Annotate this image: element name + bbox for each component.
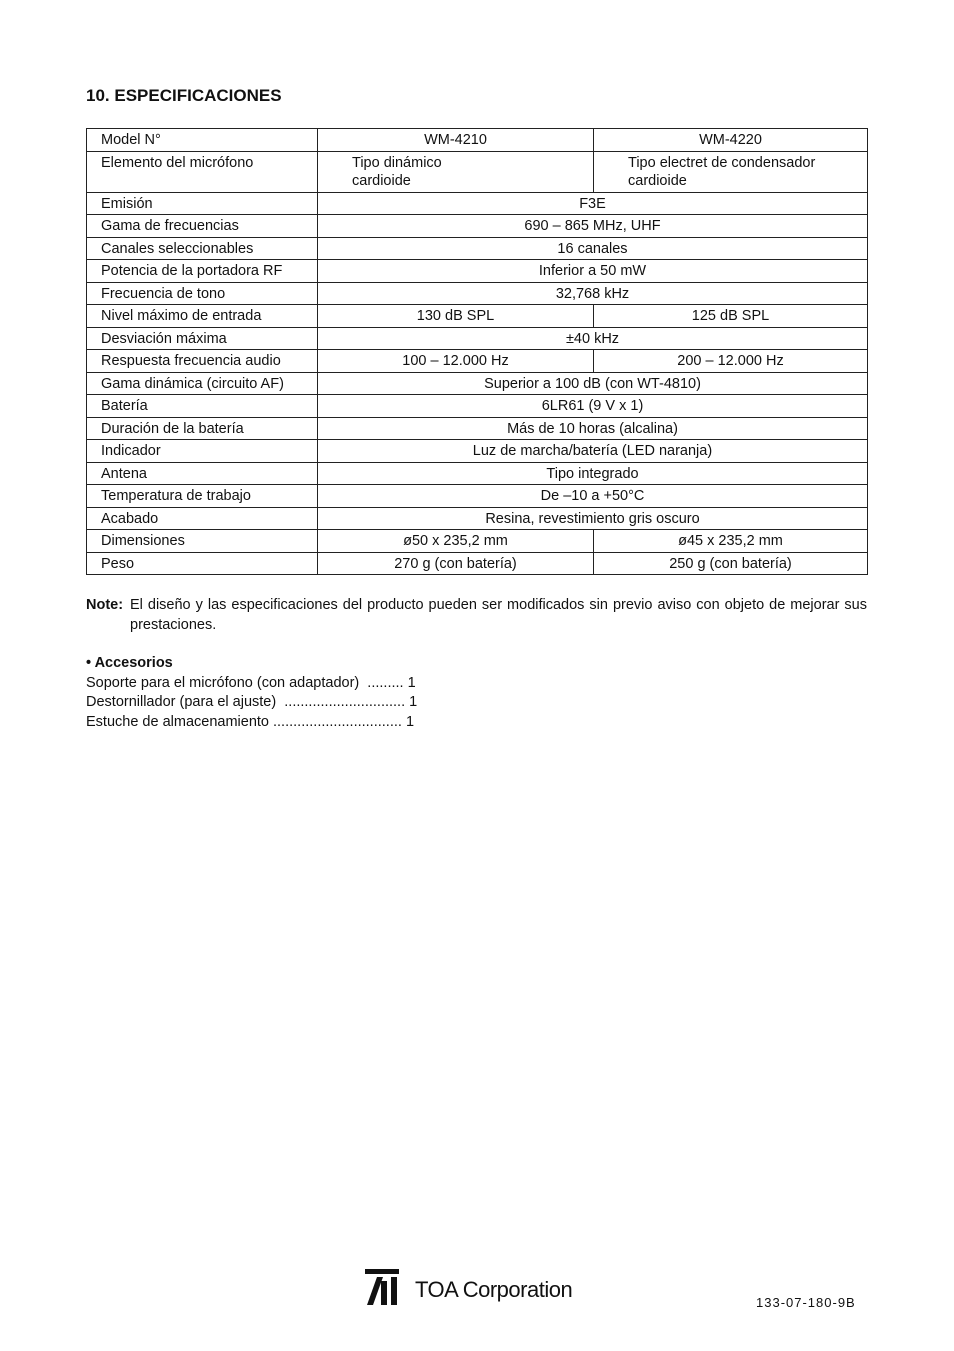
row-value: Resina, revestimiento gris oscuro	[318, 507, 868, 530]
row-label: Gama de frecuencias	[87, 215, 318, 238]
specifications-table	[86, 128, 868, 575]
table-row	[87, 395, 868, 418]
table-row	[87, 462, 868, 485]
row-value: Superior a 100 dB (con WT-4810)	[318, 372, 868, 395]
table-row	[87, 192, 868, 215]
row-label: Canales seleccionables	[87, 237, 318, 260]
list-item: Soporte para el micrófono (con adaptador) ......... 1	[86, 674, 416, 691]
row-value: Luz de marcha/batería (LED naranja)	[318, 440, 868, 463]
note-text: El diseño y las especificaciones del producto pueden ser modificados sin previo aviso con objeto de mejorar sus prestaciones.	[130, 597, 867, 633]
row-value: De –10 a +50°C	[318, 485, 868, 508]
row-label: Desviación máxima	[87, 327, 318, 350]
table-row	[87, 260, 868, 283]
row-value-wm4220: 125 dB SPL	[594, 305, 868, 328]
row-label: Antena	[87, 462, 318, 485]
table-row	[87, 305, 868, 328]
table-row	[87, 552, 868, 575]
row-value-wm4220: 250 g (con batería)	[594, 552, 868, 575]
row-value: Tipo integrado	[318, 462, 868, 485]
header-label: Model N°	[87, 129, 318, 152]
row-value-wm4210: 270 g (con batería)	[318, 552, 594, 575]
row-label: Temperatura de trabajo	[87, 485, 318, 508]
row-value: 16 canales	[318, 237, 868, 260]
row-label: Peso	[87, 552, 318, 575]
table-row	[87, 507, 868, 530]
row-value-wm4220: 200 – 12.000 Hz	[594, 350, 868, 373]
row-label: Emisión	[87, 192, 318, 215]
accessories-list	[86, 654, 417, 732]
note-label: Note:	[86, 597, 124, 613]
row-value: Inferior a 50 mW	[318, 260, 868, 283]
cell-line: Tipo electret de condensador	[628, 154, 816, 171]
table-row	[87, 440, 868, 463]
row-label: Dimensiones	[87, 530, 318, 553]
row-value-wm4220: ø45 x 235,2 mm	[594, 530, 868, 553]
row-label: Batería	[87, 395, 318, 418]
table-row	[87, 327, 868, 350]
row-label: Nivel máximo de entrada	[87, 305, 318, 328]
row-label: Potencia de la portadora RF	[87, 260, 318, 283]
row-label: Duración de la batería	[87, 417, 318, 440]
accessories-title: • Accesorios	[86, 655, 173, 671]
table-row	[87, 237, 868, 260]
cell-mic-element-wm4220	[594, 151, 868, 192]
row-value: 690 – 865 MHz, UHF	[318, 215, 868, 238]
row-label: Elemento del micrófono	[87, 151, 318, 192]
row-value-wm4210: 100 – 12.000 Hz	[318, 350, 594, 373]
cell-mic-element-wm4210	[318, 151, 594, 192]
row-value: Más de 10 horas (alcalina)	[318, 417, 868, 440]
row-value: 32,768 kHz	[318, 282, 868, 305]
table-row	[87, 485, 868, 508]
row-label: Respuesta frecuencia audio	[87, 350, 318, 373]
row-label: Frecuencia de tono	[87, 282, 318, 305]
cell-line: cardioide	[352, 173, 411, 189]
table-row	[87, 530, 868, 553]
row-value-wm4210: ø50 x 235,2 mm	[318, 530, 594, 553]
note-block	[86, 596, 867, 635]
row-label: Gama dinámica (circuito AF)	[87, 372, 318, 395]
toa-logo-icon	[365, 1269, 399, 1305]
row-value-wm4210: 130 dB SPL	[318, 305, 594, 328]
row-value: 6LR61 (9 V x 1)	[318, 395, 868, 418]
row-value: F3E	[318, 192, 868, 215]
company-name: TOA Corporation	[415, 1277, 573, 1302]
table-header-row	[87, 129, 868, 152]
document-number: 133-07-180-9B	[756, 1295, 856, 1310]
list-item: Estuche de almacenamiento ................................ 1	[86, 713, 415, 730]
cell-line: Tipo dinámico	[352, 154, 442, 171]
table-row	[87, 215, 868, 238]
table-row	[87, 417, 868, 440]
table-row	[87, 151, 868, 192]
cell-line: cardioide	[628, 173, 687, 189]
row-label: Acabado	[87, 507, 318, 530]
table-row	[87, 372, 868, 395]
section-heading: 10. ESPECIFICACIONES	[86, 86, 282, 105]
row-value: ±40 kHz	[318, 327, 868, 350]
header-model-wm4220: WM-4220	[594, 129, 868, 152]
list-item: Destornillador (para el ajuste) .............................. 1	[86, 694, 418, 710]
row-label: Indicador	[87, 440, 318, 463]
table-row	[87, 350, 868, 373]
table-row	[87, 282, 868, 305]
footer-logo	[365, 1269, 572, 1305]
header-model-wm4210: WM-4210	[318, 129, 594, 152]
